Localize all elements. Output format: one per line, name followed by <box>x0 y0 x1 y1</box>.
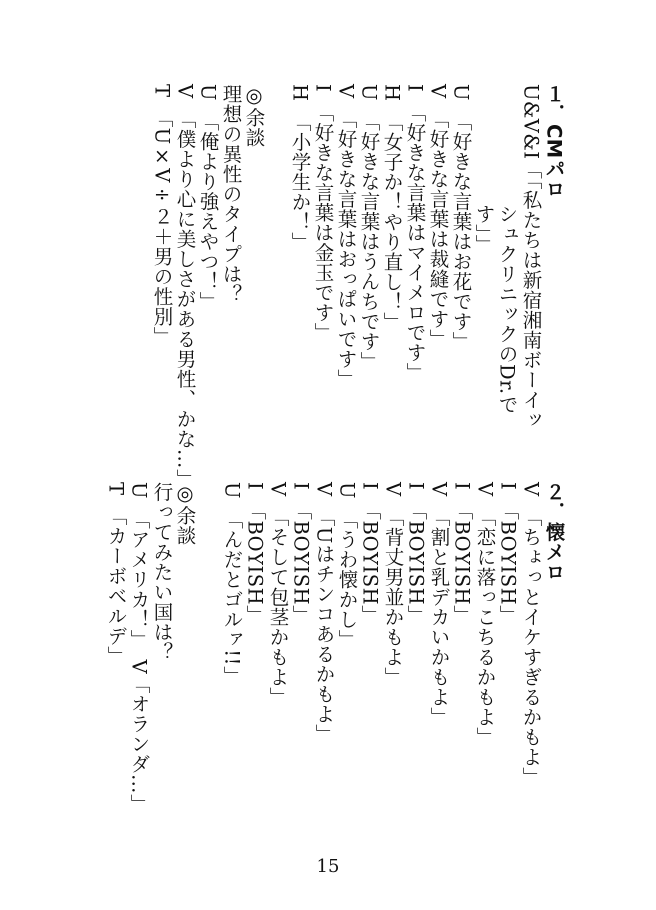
section1-line-7 <box>359 84 379 371</box>
line-text: 「BOYISH」 <box>496 510 520 626</box>
speaker: I <box>311 84 335 93</box>
section2-line-0 <box>521 482 541 787</box>
speaker: T <box>150 84 174 98</box>
section2-line-10 <box>291 482 311 625</box>
section2-line-13 <box>222 482 242 686</box>
line-text: 「好きな言葉はマイメロです」 <box>403 112 427 383</box>
line-text: 「好きな言葉は裁縫です」 <box>426 118 450 349</box>
line-text: 「カーボベルデ」 <box>104 515 128 666</box>
line-text: 「BOYISH」 <box>450 510 474 626</box>
line-text: 「んだとゴルァ!!」 <box>220 518 244 686</box>
line-text: 「BOYISH」 <box>358 510 382 626</box>
line-text: 「割と乳デカいかもよ」 <box>427 516 451 727</box>
line-text: 行ってみたい国は？ <box>150 482 174 662</box>
section2-aside-title: ◎余談 <box>173 482 197 546</box>
line-text: 「Uはチンコあるかもよ」 <box>312 516 336 744</box>
line-text: 「「私たちは新宿湘南ボーイッ <box>519 159 543 430</box>
section1-aside-line-2 <box>175 84 195 489</box>
line-text: す」」 <box>472 204 496 255</box>
section1-aside-line-0 <box>221 84 241 304</box>
section1-line-5 <box>405 84 425 382</box>
line-text: 「好きな言葉はおっぱいです」 <box>334 118 358 389</box>
speaker: U <box>127 482 151 499</box>
section1-line-4 <box>428 84 448 349</box>
speaker: V <box>427 482 451 497</box>
line-text: 「僕より心に美しさがある男性、かな…」 <box>173 118 197 489</box>
speaker: V <box>312 482 336 497</box>
speaker: V <box>473 482 497 497</box>
speaker: T <box>104 482 128 496</box>
section2-line-3 <box>452 482 472 625</box>
line-text: 「U×V÷２＋男の性別」 <box>150 117 174 347</box>
section2-line-6 <box>383 482 403 687</box>
line-text: 「うわ懐かし」 <box>335 518 359 650</box>
section2-line-12 <box>245 482 265 625</box>
speaker: V <box>266 482 290 497</box>
section2-aside-line-2 <box>106 482 126 666</box>
section1-line-8 <box>336 84 356 389</box>
section2-aside-line-1 <box>129 482 149 814</box>
speaker: H <box>288 84 312 102</box>
section2-line-2 <box>475 482 495 747</box>
section2-line-11 <box>268 482 288 707</box>
section1-aside-line-3 <box>152 84 172 346</box>
section1-line-1 <box>497 204 517 415</box>
line-text: 理想の異性のタイプは？ <box>219 84 243 304</box>
line-text: 「そして包茎かもよ」 <box>266 516 290 707</box>
page-number: 15 <box>316 856 340 877</box>
section1-aside-line-1 <box>198 84 218 311</box>
section1-line-3 <box>451 84 471 351</box>
speaker: U <box>335 482 359 499</box>
section2-heading: ２．懐メロ <box>542 482 566 582</box>
line-text: シュクリニックのDr.で <box>495 204 519 415</box>
speaker: U <box>449 84 473 101</box>
line-text: 「好きな言葉はうんちです」 <box>357 120 381 372</box>
speaker: U <box>357 84 381 101</box>
section2-aside-line-0 <box>152 482 172 662</box>
line-text: 「好きな言葉はお花です」 <box>449 120 473 352</box>
section1-line-10 <box>290 84 310 252</box>
section2-line-4 <box>429 482 449 727</box>
line-text: 「俺より強えやつ！」 <box>196 120 220 312</box>
section1-line-6 <box>382 84 402 332</box>
speaker: U&V&I <box>519 84 543 160</box>
line-text: 「ちょっとイケすぎるかもよ」 <box>519 516 543 787</box>
speaker: I <box>243 482 267 491</box>
line-text: 「小学生か！」 <box>288 121 312 252</box>
speaker: I <box>289 482 313 491</box>
speaker: U <box>196 84 220 101</box>
speaker: V <box>426 84 450 99</box>
speaker: H <box>380 84 404 102</box>
speaker: I <box>403 84 427 93</box>
section1-line-9 <box>313 84 333 342</box>
section1-line-0 <box>521 84 541 430</box>
section2-line-7 <box>360 482 380 625</box>
speaker: V <box>519 482 543 497</box>
line-text: 「背丈男並かもよ」 <box>381 516 405 687</box>
speaker: V <box>173 84 197 99</box>
section1-heading: １．CMパロ <box>542 84 566 199</box>
line-text: 「好きな言葉は金玉です」 <box>311 112 335 343</box>
section1-aside-title: ◎余談 <box>242 84 266 148</box>
speaker: U <box>220 482 244 499</box>
section2-line-5 <box>406 482 426 625</box>
line-text: 「恋に落っこちるかもよ」 <box>473 516 497 747</box>
speaker: I <box>496 482 520 491</box>
section1-line-2 <box>474 204 494 254</box>
line-text: 「BOYISH」 <box>243 510 267 626</box>
line-text: 「BOYISH」 <box>289 510 313 626</box>
speaker: I <box>358 482 382 491</box>
line-text: 「アメリカ！」 V「オランダ…」 <box>127 518 151 815</box>
section2-line-8 <box>337 482 357 649</box>
section2-line-9 <box>314 482 334 744</box>
section2-line-1 <box>498 482 518 625</box>
speaker: V <box>381 482 405 497</box>
line-text: 「女子か！やり直し！」 <box>380 121 404 332</box>
speaker: I <box>450 482 474 491</box>
line-text: 「BOYISH」 <box>404 510 428 626</box>
speaker: I <box>404 482 428 491</box>
speaker: V <box>334 84 358 99</box>
